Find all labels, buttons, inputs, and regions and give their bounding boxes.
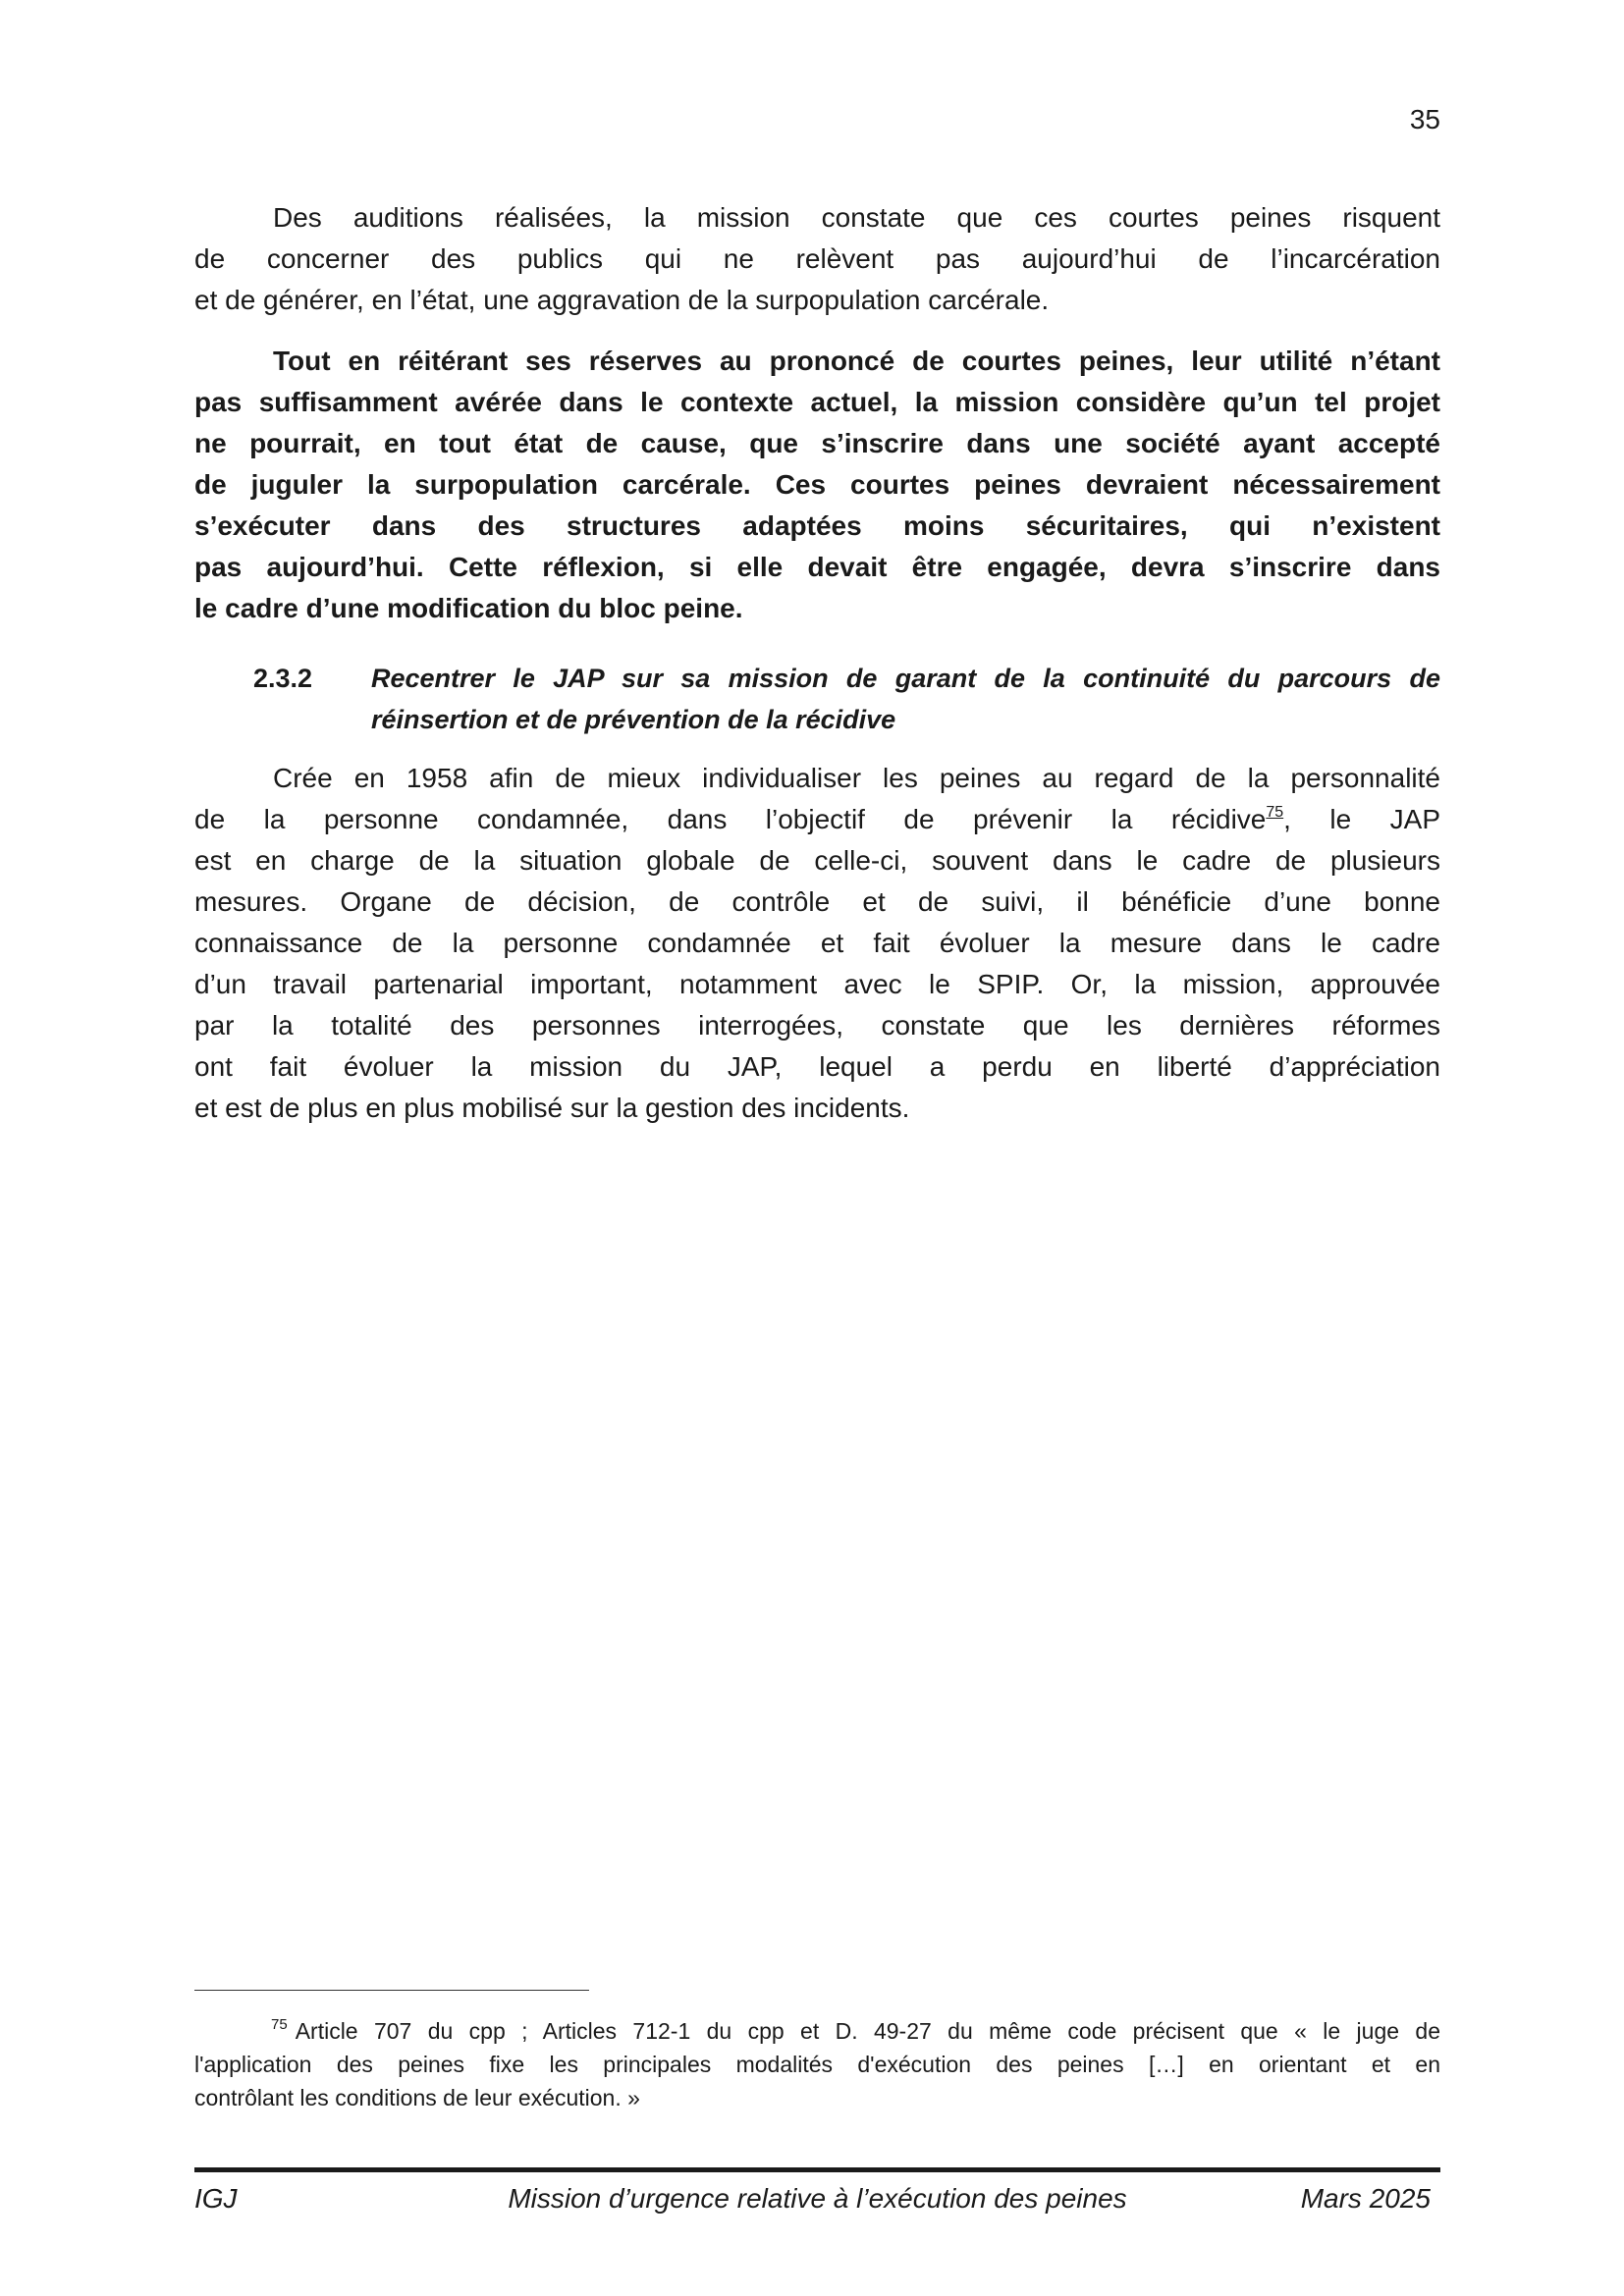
text-line: Crée en 1958 afin de mieux individualiser les peines au regard de la personnalité [273, 763, 1440, 793]
footnote-reference-link[interactable]: 75 [1266, 804, 1284, 821]
footnote-separator [194, 1990, 589, 1991]
section-number: 2.3.2 [253, 664, 313, 693]
text-line: mesures. Organe de décision, de contrôle et de suivi, il bénéficie d’une bonne [194, 886, 1440, 917]
text-line: Des auditions réalisées, la mission constate que ces courtes peines risquent [273, 202, 1440, 233]
text-line: et est de plus en plus mobilisé sur la gestion des incidents. [194, 1093, 910, 1123]
text-line: de juguler la surpopulation carcérale. Ces courtes peines devraient nécessairement [194, 469, 1440, 500]
text-line [194, 799, 1440, 840]
text-line: pas suffisamment avérée dans le contexte actuel, la mission considère qu’un tel projet [194, 387, 1440, 417]
text-line: contrôlant les conditions de leur exécution. » [194, 2085, 640, 2110]
paragraph-recommendation [194, 341, 1440, 629]
text-line: de concerner des publics qui ne relèvent pas aujourd’hui de l’incarcération [194, 243, 1440, 274]
text-line: réinsertion et de prévention de la récidive [371, 705, 896, 734]
text-line: l'application des peines fixe les principales modalités d'exécution des peines […] en orientant et en [194, 2052, 1440, 2077]
text-line: est en charge de la situation globale de celle-ci, souvent dans le cadre de plusieurs [194, 845, 1440, 876]
text-segment: de la personne condamnée, dans l’objectif de prévenir la récidive [194, 804, 1267, 834]
text-line: ne pourrait, en tout état de cause, que s’inscrire dans une société ayant accepté [194, 428, 1440, 458]
footer-date: Mars 2025 [1300, 2183, 1431, 2214]
paragraph-jap [194, 758, 1440, 1129]
footer-organization: IGJ [194, 2183, 238, 2214]
text-line: par la totalité des personnes interrogées, constate que les dernières réformes [194, 1010, 1440, 1041]
footer-report-title: Mission d’urgence relative à l’exécution des peines [508, 2183, 1127, 2214]
text-line: Tout en réitérant ses réserves au prononcé de courtes peines, leur utilité n’étant [273, 346, 1440, 376]
page-number: 35 [1409, 104, 1440, 134]
text-line: et de générer, en l’état, une aggravation de la surpopulation carcérale. [194, 285, 1050, 315]
footer-rule [194, 2167, 1440, 2172]
text-segment: Article 707 du cpp ; Articles 712-1 du cpp et D. 49-27 du même code précisent que « le juge de [295, 2018, 1440, 2044]
text-line: s’exécuter dans des structures adaptées moins sécuritaires, qui n’existent [194, 510, 1440, 541]
text-segment: , le JAP [1283, 804, 1440, 834]
text-line: d’un travail partenarial important, notamment avec le SPIP. Or, la mission, approuvée [194, 969, 1440, 999]
section-heading [194, 658, 1440, 740]
text-line: pas aujourd’hui. Cette réflexion, si elle devait être engagée, devra s’inscrire dans [194, 552, 1440, 582]
footnote [194, 2014, 1440, 2114]
text-line: ont fait évoluer la mission du JAP, lequel a perdu en liberté d’appréciation [194, 1051, 1440, 1082]
paragraph-auditions [194, 197, 1440, 321]
footnote-number: 75 [271, 2016, 288, 2033]
section-title [371, 658, 1440, 740]
text-line: le cadre d’une modification du bloc peine. [194, 593, 743, 623]
text-line: connaissance de la personne condamnée et fait évoluer la mesure dans le cadre [194, 928, 1440, 958]
text-line: Recentrer le JAP sur sa mission de garant de la continuité du parcours de [371, 664, 1440, 693]
text-line [194, 2014, 1440, 2048]
